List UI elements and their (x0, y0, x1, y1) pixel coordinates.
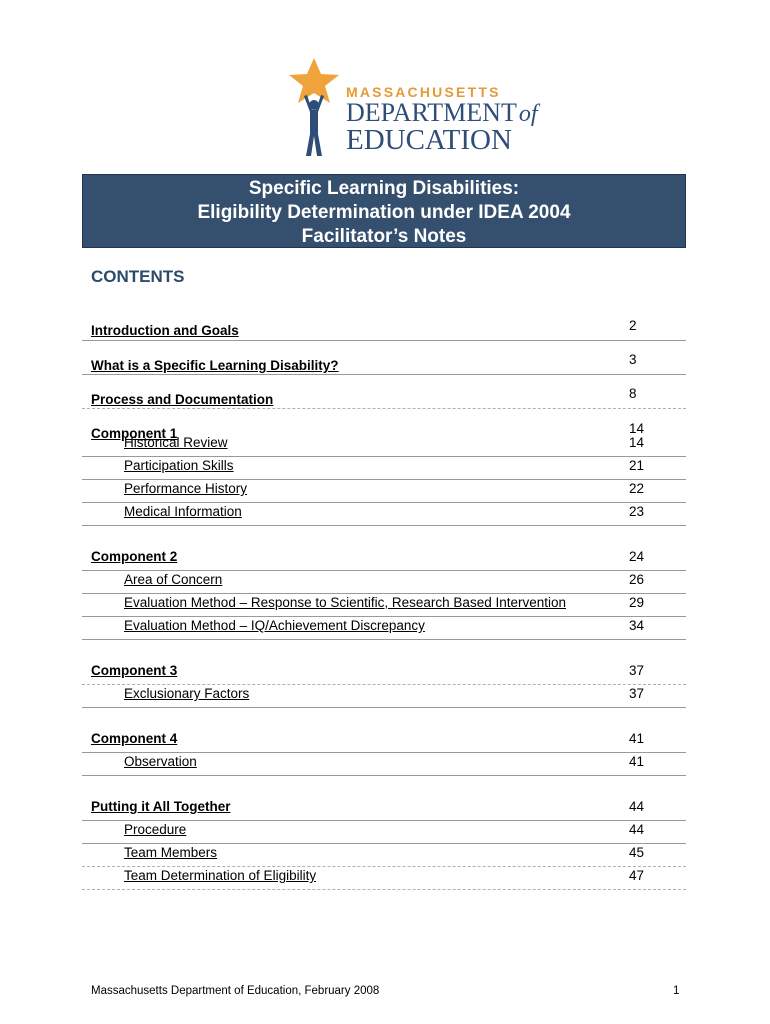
toc-page-number: 41 (629, 754, 645, 769)
title-line-2: Eligibility Determination under IDEA 2004 (197, 202, 571, 223)
toc-page-number: 2 (629, 318, 637, 333)
toc-link-process[interactable]: Process and Documentation (91, 392, 274, 407)
toc-link-eval-iq[interactable]: Evaluation Method – IQ/Achievement Discrepancy (124, 618, 425, 633)
toc-row-component-2[interactable] (82, 526, 686, 571)
toc-link-introduction[interactable]: Introduction and Goals (91, 323, 239, 338)
toc-page-number: 37 (629, 686, 645, 701)
footer-page-number: 1 (673, 985, 680, 997)
mass-doe-logo (286, 56, 538, 160)
toc-link-historical-review[interactable]: Historical Review (124, 435, 228, 450)
toc-page-number: 45 (629, 845, 645, 860)
toc-link-medical-information[interactable]: Medical Information (124, 504, 242, 519)
toc-row-introduction[interactable] (82, 316, 686, 341)
toc-link-putting-together[interactable]: Putting it All Together (91, 799, 231, 814)
toc-page-number: 34 (629, 618, 645, 633)
toc-link-performance-history[interactable]: Performance History (124, 481, 248, 496)
toc-page-number: 24 (629, 549, 645, 564)
toc-row-exclusionary-factors[interactable] (82, 685, 686, 708)
toc-row-area-of-concern[interactable] (82, 571, 686, 594)
toc-row-what-is-sld[interactable] (82, 341, 686, 375)
toc-link-team-determination[interactable]: Team Determination of Eligibility (124, 868, 317, 883)
toc-row-process[interactable] (82, 375, 686, 409)
title-banner (82, 174, 686, 248)
toc-row-component-1[interactable] (82, 409, 686, 441)
logo-department-word: DEPARTMENT (346, 98, 517, 127)
toc-page-number: 14 (629, 435, 645, 450)
toc-page-number: 37 (629, 663, 645, 678)
toc-page-number: 3 (629, 352, 637, 367)
table-of-contents (82, 316, 686, 890)
toc-page-number: 41 (629, 731, 645, 746)
toc-link-component-1[interactable]: Component 1 (91, 426, 178, 441)
toc-page-number: 21 (629, 458, 645, 473)
toc-row-medical-information[interactable] (82, 503, 686, 526)
toc-page-number: 14 (629, 421, 645, 436)
toc-link-area-of-concern[interactable]: Area of Concern (124, 572, 223, 587)
toc-page-number: 44 (629, 822, 645, 837)
contents-heading: CONTENTS (91, 267, 185, 286)
toc-row-component-3[interactable] (82, 640, 686, 685)
toc-link-team-members[interactable]: Team Members (124, 845, 218, 860)
toc-page-number: 29 (629, 595, 645, 610)
toc-row-eval-rti[interactable] (82, 594, 686, 617)
toc-page-number: 47 (629, 868, 645, 883)
footer-text: Massachusetts Department of Education, February 2008 (91, 985, 380, 997)
toc-link-component-4[interactable]: Component 4 (91, 731, 178, 746)
title-line-3: Facilitator’s Notes (301, 226, 467, 247)
toc-link-eval-rti[interactable]: Evaluation Method – Response to Scientific, Research Based Intervention (124, 595, 567, 610)
title-line-1: Specific Learning Disabilities: (248, 178, 520, 199)
toc-link-what-is-sld[interactable]: What is a Specific Learning Disability? (91, 358, 339, 373)
toc-link-exclusionary-factors[interactable]: Exclusionary Factors (124, 686, 250, 701)
toc-link-observation[interactable]: Observation (124, 754, 197, 769)
toc-link-component-3[interactable]: Component 3 (91, 663, 178, 678)
toc-row-observation[interactable] (82, 753, 686, 776)
toc-row-component-4[interactable] (82, 708, 686, 753)
logo-massachusetts-text: MASSACHUSETTS (346, 84, 501, 100)
toc-page-number: 44 (629, 799, 645, 814)
toc-page-number: 26 (629, 572, 645, 587)
toc-page-number: 8 (629, 386, 637, 401)
logo-education-text: EDUCATION (346, 124, 512, 156)
toc-row-team-determination[interactable] (82, 867, 686, 890)
toc-row-eval-iq[interactable] (82, 617, 686, 640)
toc-row-participation-skills[interactable] (82, 457, 686, 480)
toc-link-participation-skills[interactable]: Participation Skills (124, 458, 234, 473)
toc-row-team-members[interactable] (82, 844, 686, 867)
logo-of-word: of (518, 101, 538, 127)
toc-link-component-2[interactable]: Component 2 (91, 549, 178, 564)
star-figure-icon (286, 56, 346, 160)
toc-row-performance-history[interactable] (82, 480, 686, 503)
toc-row-historical-review[interactable] (82, 434, 686, 457)
toc-row-putting-together[interactable] (82, 776, 686, 821)
toc-row-procedure[interactable] (82, 821, 686, 844)
toc-page-number: 23 (629, 504, 645, 519)
toc-page-number: 22 (629, 481, 645, 496)
toc-link-procedure[interactable]: Procedure (124, 822, 187, 837)
